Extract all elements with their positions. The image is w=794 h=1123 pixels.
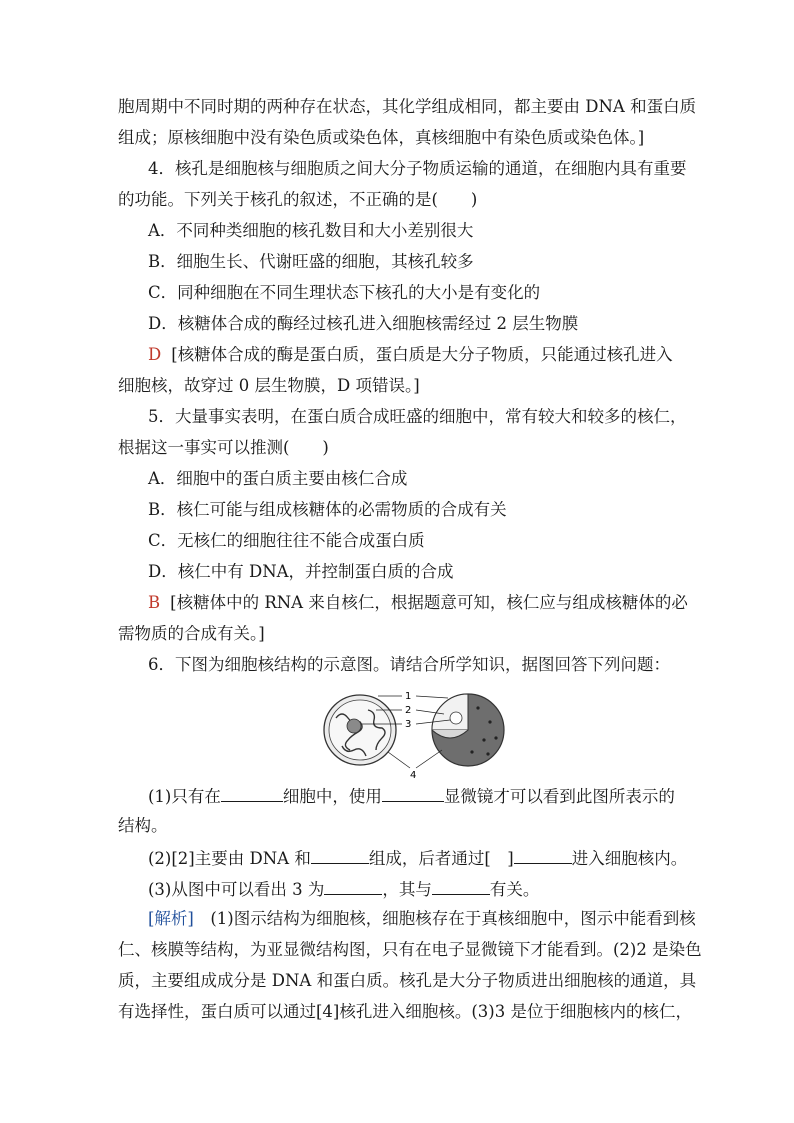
q6-part-1 xyxy=(148,785,676,807)
text-segment: 显微镜才可以看到此图所表示的 xyxy=(443,787,675,806)
answer-blank[interactable] xyxy=(324,878,382,895)
question-4-stem: 4．核孔是细胞核与细胞质之间大分子物质运输的通道，在细胞内具有重要 xyxy=(148,159,687,178)
leader-line-4 xyxy=(416,750,442,768)
nucleolus xyxy=(450,712,462,724)
text-segment: (1)只有在 xyxy=(148,787,221,806)
text-segment: 有关。 xyxy=(489,880,540,899)
leader-line-4 xyxy=(388,752,410,768)
q6-part-3 xyxy=(148,878,676,900)
q5-option-d: D．核仁中有 DNA，并控制蛋白质的合成 xyxy=(148,562,454,581)
question-5-stem: 5．大量事实表明，在蛋白质合成旺盛的细胞中，常有较大和较多的核仁， xyxy=(148,407,687,426)
q5-answer-cont: 需物质的合成有关。] xyxy=(118,624,265,643)
nuclear-pore xyxy=(470,750,473,753)
text-line: 胞周期中不同时期的两种存在状态，其化学组成相同，都主要由 DNA 和蛋白质 xyxy=(118,97,697,116)
nuclear-pore xyxy=(486,752,489,755)
figure-label-2: 2 xyxy=(405,705,412,716)
nucleolus xyxy=(347,719,361,733)
answer-blank[interactable] xyxy=(514,847,572,864)
text-line: 组成；原核细胞中没有染色质或染色体，真核细胞中有染色质或染色体。] xyxy=(118,128,645,147)
q6-part-1-cont: 结构。 xyxy=(118,816,168,835)
text-segment: ，其与 xyxy=(382,880,432,899)
answer-blank[interactable] xyxy=(311,847,369,864)
figure-label-1: 1 xyxy=(405,691,412,702)
q4-option-a: A．不同种类细胞的核孔数目和大小差别很大 xyxy=(148,221,474,240)
nucleus-cutaway xyxy=(432,694,468,730)
jiexi-paragraph xyxy=(148,909,696,929)
q4-option-b: B．细胞生长、代谢旺盛的细胞，其核孔较多 xyxy=(148,252,474,271)
answer-blank[interactable] xyxy=(432,878,490,895)
text-segment: (3)从图中可以看出 3 为 xyxy=(148,880,325,899)
jiexi-line: 仁、核膜等结构，为亚显微结构图，只有在电子显微镜下才能看到。(2)2 是染色 xyxy=(118,940,702,959)
q4-answer xyxy=(148,345,676,365)
q5-answer-letter: B xyxy=(148,593,161,612)
text-segment: (1)图示结构为细胞核，细胞核存在于真核细胞中，图示中能看到核 xyxy=(210,909,696,928)
q4-option-c: C．同种细胞在不同生理状态下核孔的大小是有变化的 xyxy=(148,283,541,302)
jiexi-line: 有选择性，蛋白质可以通过[4]核孔进入细胞核。(3)3 是位于细胞核内的核仁， xyxy=(118,1002,692,1021)
q5-option-a: A．细胞中的蛋白质主要由核仁合成 xyxy=(148,469,408,488)
text-segment: 进入细胞核内。 xyxy=(571,849,688,868)
nuclear-pore xyxy=(482,738,485,741)
q5-answer-text: [核糖体中的 RNA 来自核仁，根据题意可知，核仁应与组成核糖体的必 xyxy=(170,593,688,612)
figure-label-3: 3 xyxy=(405,719,412,730)
figure-label-4: 4 xyxy=(410,770,417,780)
q4-option-d: D．核糖体合成的酶经过核孔进入细胞核需经过 2 层生物膜 xyxy=(148,314,579,333)
question-6-stem: 6．下图为细胞核结构的示意图。请结合所学知识，据图回答下列问题： xyxy=(148,655,670,674)
nuclear-pore xyxy=(476,706,479,709)
question-4-stem-cont: 的功能。下列关于核孔的叙述，不正确的是( ) xyxy=(118,190,478,209)
jiexi-line: 质，主要组成成分是 DNA 和蛋白质。核孔是大分子物质进出细胞核的通道，具 xyxy=(118,971,697,990)
leader-line-1 xyxy=(416,696,448,698)
nuclear-pore xyxy=(488,720,491,723)
q4-answer-cont: 细胞核，故穿过 0 层生物膜，D 项错误。] xyxy=(118,376,420,395)
q5-answer xyxy=(148,593,688,613)
jiexi-tag: [解析] xyxy=(148,909,194,928)
text-segment: 组成，后者通过[ ] xyxy=(368,849,514,868)
answer-blank[interactable] xyxy=(221,785,283,802)
q6-part-2 xyxy=(148,847,688,869)
answer-blank[interactable] xyxy=(382,785,444,802)
q4-answer-letter: D xyxy=(148,345,162,364)
text-segment: 细胞中，使用 xyxy=(282,787,382,806)
question-5-stem-cont: 根据这一事实可以推测( ) xyxy=(118,438,329,457)
q4-answer-text: [核糖体合成的酶是蛋白质，蛋白质是大分子物质，只能通过核孔进入 xyxy=(171,345,673,364)
nucleus-diagram xyxy=(318,688,518,780)
q5-option-b: B．核仁可能与组成核糖体的必需物质的合成有关 xyxy=(148,500,507,519)
q5-option-c: C．无核仁的细胞往往不能合成蛋白质 xyxy=(148,531,425,550)
nuclear-pore xyxy=(494,736,497,739)
text-segment: (2)[2]主要由 DNA 和 xyxy=(148,849,311,868)
